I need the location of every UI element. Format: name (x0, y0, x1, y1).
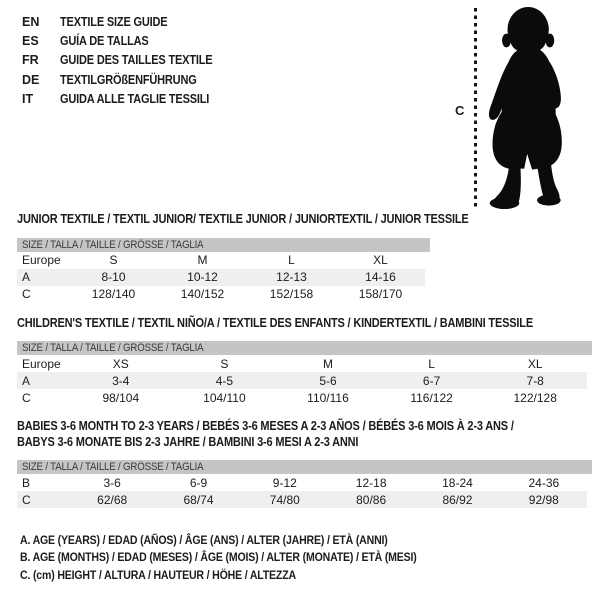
value-cell: 152/158 (269, 287, 314, 301)
value-cell: 9-12 (272, 475, 297, 490)
value-cell: XS (112, 356, 129, 371)
table-row (17, 389, 587, 406)
value-cell: L (428, 356, 435, 371)
value-cell: 80/86 (356, 492, 387, 507)
footnote-line (20, 567, 600, 584)
language-code: ES (22, 34, 39, 49)
row-label-cell: C (22, 287, 31, 301)
value-cell: 5-6 (319, 373, 337, 388)
value-cell: S (109, 253, 118, 267)
value-cell: M (197, 253, 208, 267)
value-cell: XL (527, 356, 543, 371)
value-cell: 4-5 (215, 373, 234, 388)
children-size-header-bar (17, 341, 592, 355)
table-row (17, 474, 587, 491)
value-cell: 14-16 (365, 270, 396, 284)
section-title-text: JUNIOR TEXTILE / TEXTIL JUNIOR/ TEXTILE JUNIOR / JUNIORTEXTIL / JUNIOR TESSILE (17, 212, 469, 226)
table-row (17, 372, 587, 389)
value-cell: 104/110 (203, 390, 246, 405)
value-cell: 92/98 (528, 492, 559, 507)
language-label: GUÍA DE TALLAS (60, 34, 149, 49)
value-cell: 3-4 (112, 373, 130, 388)
value-cell: 110/116 (307, 390, 349, 405)
row-label-cell: B (22, 475, 31, 490)
language-label: TEXTILGRÖßENFÜHRUNG (60, 72, 197, 87)
value-cell: 6-9 (189, 475, 208, 490)
value-cell: XL (373, 253, 388, 267)
value-cell: 12-18 (355, 475, 387, 490)
row-label-cell: Europe (22, 253, 61, 267)
toddler-silhouette-icon (486, 5, 592, 212)
row-label-cell: A (22, 373, 31, 388)
table-row (17, 252, 425, 269)
language-label: GUIDE DES TAILLES TEXTILE (60, 53, 213, 68)
value-cell: 128/140 (91, 287, 136, 301)
value-cell: 24-36 (528, 475, 560, 490)
footnote-text: B. AGE (MONTHS) / EDAD (MESES) / ÂGE (MOIS) / ALTER (MONATE) / ETÀ (MESI) (20, 550, 417, 565)
junior-section-titles (17, 212, 600, 228)
section-title-line (17, 419, 600, 435)
language-code: FR (22, 53, 39, 68)
size-header-text: SIZE / TALLA / TAILLE / GRÖSSE / TAGLIA (22, 238, 204, 251)
language-code: IT (22, 91, 34, 106)
footnote-line (20, 532, 600, 549)
table-row (17, 491, 587, 508)
table-row (17, 269, 425, 286)
junior-size-table (17, 252, 425, 303)
value-cell: 74/80 (269, 492, 300, 507)
section-title-line (17, 316, 600, 332)
language-label: GUIDA ALLE TAGLIE TESSILI (60, 91, 210, 106)
size-header-text: SIZE / TALLA / TAILLE / GRÖSSE / TAGLIA (22, 342, 204, 354)
value-cell: L (288, 253, 295, 267)
language-code: EN (22, 15, 40, 29)
language-code: DE (22, 72, 40, 87)
table-row (17, 286, 425, 303)
row-label-cell: C (22, 390, 31, 405)
value-cell: 6-7 (422, 373, 441, 388)
measure-c-label: C (455, 103, 465, 118)
value-cell: 12-13 (276, 270, 307, 284)
value-cell: S (220, 356, 229, 371)
table-row (17, 355, 587, 372)
footnote-text: A. AGE (YEARS) / EDAD (AÑOS) / ÂGE (ANS) / ALTER (JAHRE) / ETÀ (ANNI) (20, 533, 388, 547)
babies-size-section (17, 419, 600, 508)
footnote-text: C. (cm) HEIGHT / ALTURA / HAUTEUR / HÖHE / ALTEZZA (20, 567, 296, 582)
guide-header (0, 0, 600, 212)
junior-size-section (17, 212, 600, 303)
junior-size-header-bar (17, 238, 430, 252)
value-cell: 8-10 (101, 270, 126, 284)
value-cell: 98/104 (102, 390, 140, 405)
value-cell: 86/92 (442, 492, 473, 507)
value-cell: 122/128 (513, 390, 557, 405)
value-cell: 68/74 (183, 492, 214, 507)
size-header-text: SIZE / TALLA / TAILLE / GRÖSSE / TAGLIA (22, 461, 204, 473)
footnote-line (20, 549, 600, 566)
row-label-cell: Europe (22, 356, 61, 371)
row-label-cell: A (22, 270, 31, 284)
value-cell: 158/170 (358, 287, 403, 301)
value-cell: 7-8 (526, 373, 544, 388)
value-cell: 140/152 (180, 287, 225, 301)
section-title-line (17, 212, 600, 228)
children-size-section (17, 316, 600, 407)
section-title-text: BABIES 3-6 MONTH TO 2-3 YEARS / BEBÉS 3-6 MESES A 2-3 AÑOS / BÉBÉS 3-6 MOIS À 2-3 ANS / (17, 419, 514, 433)
value-cell: 116/122 (410, 390, 453, 405)
section-title-line (17, 435, 600, 451)
babies-section-titles (17, 419, 600, 450)
babies-size-table (17, 474, 587, 508)
babies-size-header-bar (17, 460, 592, 474)
section-title-text: CHILDREN'S TEXTILE / TEXTIL NIÑO/A / TEXTILE DES ENFANTS / KINDERTEXTIL / BAMBINI TESSILE (17, 315, 534, 330)
value-cell: 10-12 (187, 270, 218, 284)
height-measure-dotted-line (474, 8, 477, 208)
row-label-cell: C (22, 492, 31, 507)
section-title-text: BABYS 3-6 MONATE BIS 2-3 JAHRE / BAMBINI 3-6 MESI A 2-3 ANNI (17, 434, 359, 449)
children-size-table (17, 355, 587, 406)
children-section-titles (17, 316, 600, 332)
value-cell: M (322, 356, 333, 371)
value-cell: 62/68 (97, 492, 128, 507)
value-cell: 3-6 (103, 475, 121, 490)
legend-footnotes (20, 532, 600, 584)
value-cell: 18-24 (442, 475, 473, 490)
language-label: TEXTILE SIZE GUIDE (60, 15, 168, 29)
